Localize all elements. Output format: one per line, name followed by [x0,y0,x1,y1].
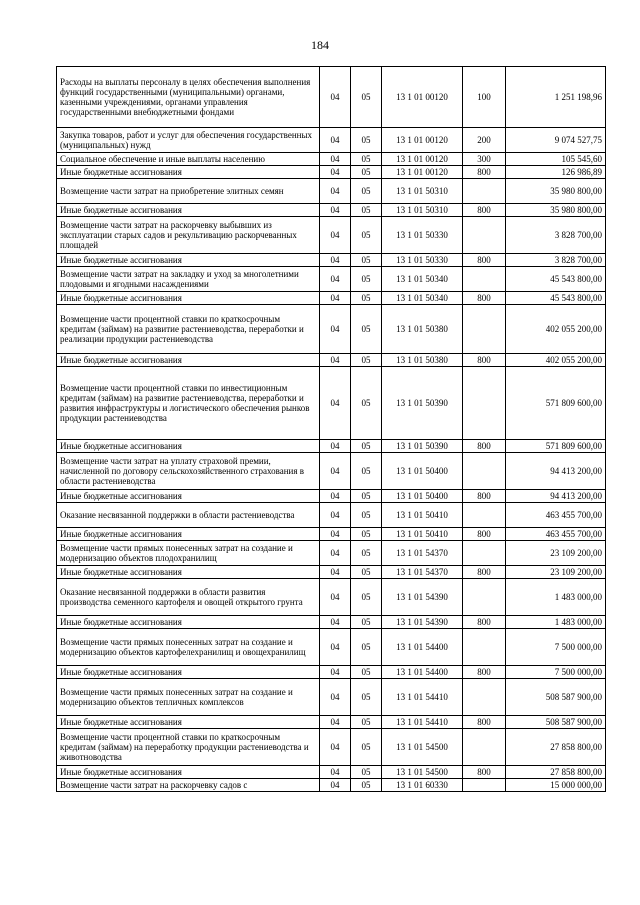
section-code: 04 [320,528,351,541]
table-row [57,766,606,779]
subsection-code: 05 [351,666,382,679]
target-article-code: 13 1 01 50410 [382,503,463,528]
amount: 105 545,60 [506,153,606,166]
section-code: 04 [320,729,351,766]
target-article-code: 13 1 01 50340 [382,292,463,305]
table-row [57,254,606,267]
expense-type-code: 800 [463,354,506,367]
section-code: 04 [320,766,351,779]
amount: 571 809 600,00 [506,367,606,440]
amount: 463 455 700,00 [506,528,606,541]
amount: 7 500 000,00 [506,629,606,666]
target-article-code: 13 1 01 50400 [382,453,463,490]
table-row [57,541,606,566]
target-article-code: 13 1 01 50340 [382,267,463,292]
item-name: Социальное обеспечение и иные выплаты населению [57,153,320,166]
item-name: Возмещение части затрат на приобретение элитных семян [57,179,320,204]
target-article-code: 13 1 01 00120 [382,128,463,153]
amount: 9 074 527,75 [506,128,606,153]
section-code: 04 [320,453,351,490]
item-name: Оказание несвязанной поддержки в области растениеводства [57,503,320,528]
table-row [57,716,606,729]
amount: 27 858 800,00 [506,766,606,779]
amount: 3 828 700,00 [506,254,606,267]
table-row [57,354,606,367]
subsection-code: 05 [351,179,382,204]
target-article-code: 13 1 01 54390 [382,579,463,616]
expense-type-code: 800 [463,490,506,503]
expense-type-code [463,217,506,254]
budget-table [56,66,606,792]
table-row [57,67,606,128]
section-code: 04 [320,128,351,153]
section-code: 04 [320,579,351,616]
subsection-code: 05 [351,305,382,354]
item-name: Иные бюджетные ассигнования [57,766,320,779]
expense-type-code [463,541,506,566]
expense-type-code: 800 [463,616,506,629]
subsection-code: 05 [351,254,382,267]
item-name: Иные бюджетные ассигнования [57,666,320,679]
table-row [57,729,606,766]
item-name: Возмещение части процентной ставки по краткосрочным кредитам (займам) на развитие растениеводства, переработки и реализации продукции растениеводства [57,305,320,354]
subsection-code: 05 [351,354,382,367]
item-name: Возмещение части затрат на уплату страховой премии, начисленной по договору сельскохозяйственного страхования в области растениеводства [57,453,320,490]
section-code: 04 [320,179,351,204]
amount: 45 543 800,00 [506,267,606,292]
section-code: 04 [320,267,351,292]
table-row [57,503,606,528]
expense-type-code [463,779,506,792]
subsection-code: 05 [351,579,382,616]
target-article-code: 13 1 01 60330 [382,779,463,792]
section-code: 04 [320,292,351,305]
table-row [57,616,606,629]
target-article-code: 13 1 01 50310 [382,204,463,217]
section-code: 04 [320,153,351,166]
subsection-code: 05 [351,128,382,153]
table-row [57,217,606,254]
table-row [57,779,606,792]
table-row [57,204,606,217]
target-article-code: 13 1 01 00120 [382,67,463,128]
subsection-code: 05 [351,779,382,792]
subsection-code: 05 [351,267,382,292]
amount: 571 809 600,00 [506,440,606,453]
expense-type-code [463,629,506,666]
table-row [57,453,606,490]
subsection-code: 05 [351,503,382,528]
target-article-code: 13 1 01 54370 [382,566,463,579]
amount: 126 986,89 [506,166,606,179]
target-article-code: 13 1 01 50380 [382,305,463,354]
amount: 45 543 800,00 [506,292,606,305]
subsection-code: 05 [351,528,382,541]
target-article-code: 13 1 01 00120 [382,166,463,179]
expense-type-code: 800 [463,716,506,729]
table-row [57,566,606,579]
item-name: Возмещение части затрат на раскорчевку садов с [57,779,320,792]
subsection-code: 05 [351,679,382,716]
item-name: Оказание несвязанной поддержки в области развития производства семенного картофеля и овощей открытого грунта [57,579,320,616]
section-code: 04 [320,629,351,666]
section-code: 04 [320,503,351,528]
item-name: Иные бюджетные ассигнования [57,440,320,453]
expense-type-code [463,579,506,616]
section-code: 04 [320,354,351,367]
target-article-code: 13 1 01 50310 [382,179,463,204]
section-code: 04 [320,204,351,217]
expense-type-code [463,367,506,440]
expense-type-code: 800 [463,666,506,679]
item-name: Возмещение части затрат на раскорчевку выбывших из эксплуатации старых садов и рекультивацию раскорчеванных площадей [57,217,320,254]
amount: 35 980 800,00 [506,204,606,217]
expense-type-code: 800 [463,292,506,305]
subsection-code: 05 [351,166,382,179]
amount: 508 587 900,00 [506,716,606,729]
item-name: Возмещение части процентной ставки по краткосрочным кредитам (займам) на переработку продукции растениеводства и животноводства [57,729,320,766]
amount: 1 483 000,00 [506,616,606,629]
table-row [57,629,606,666]
section-code: 04 [320,440,351,453]
item-name: Закупка товаров, работ и услуг для обеспечения государственных (муниципальных) нужд [57,128,320,153]
amount: 23 109 200,00 [506,541,606,566]
subsection-code: 05 [351,729,382,766]
subsection-code: 05 [351,490,382,503]
expense-type-code [463,453,506,490]
table-row [57,579,606,616]
target-article-code: 13 1 01 54410 [382,716,463,729]
item-name: Иные бюджетные ассигнования [57,166,320,179]
amount: 1 483 000,00 [506,579,606,616]
item-name: Возмещение части затрат на закладку и уход за многолетними плодовыми и ягодными насаждениями [57,267,320,292]
expense-type-code [463,267,506,292]
target-article-code: 13 1 01 50330 [382,254,463,267]
expense-type-code [463,179,506,204]
target-article-code: 13 1 01 54390 [382,616,463,629]
subsection-code: 05 [351,566,382,579]
table-row [57,679,606,716]
page-number: 184 [311,38,329,52]
table-row [57,267,606,292]
subsection-code: 05 [351,292,382,305]
expense-type-code: 800 [463,566,506,579]
table-row [57,292,606,305]
target-article-code: 13 1 01 54370 [382,541,463,566]
target-article-code: 13 1 01 50390 [382,367,463,440]
subsection-code: 05 [351,716,382,729]
section-code: 04 [320,254,351,267]
section-code: 04 [320,616,351,629]
expense-type-code [463,679,506,716]
budget-table-body [57,67,606,792]
item-name: Иные бюджетные ассигнования [57,490,320,503]
item-name: Иные бюджетные ассигнования [57,292,320,305]
subsection-code: 05 [351,153,382,166]
amount: 94 413 200,00 [506,490,606,503]
amount: 1 251 198,96 [506,67,606,128]
subsection-code: 05 [351,67,382,128]
item-name: Возмещение части процентной ставки по инвестиционным кредитам (займам) на развитие растениеводства, переработки и развития инфраструктуры и логистического обеспечения рынков продукции растениеводства [57,367,320,440]
item-name: Иные бюджетные ассигнования [57,528,320,541]
section-code: 04 [320,490,351,503]
item-name: Иные бюджетные ассигнования [57,616,320,629]
table-row [57,166,606,179]
section-code: 04 [320,367,351,440]
section-code: 04 [320,541,351,566]
item-name: Иные бюджетные ассигнования [57,716,320,729]
expense-type-code: 800 [463,766,506,779]
item-name: Возмещение части прямых понесенных затрат на создание и модернизацию объектов картофелехранилищ и овощехранилищ [57,629,320,666]
section-code: 04 [320,779,351,792]
table-row [57,367,606,440]
subsection-code: 05 [351,367,382,440]
amount: 94 413 200,00 [506,453,606,490]
expense-type-code: 800 [463,528,506,541]
section-code: 04 [320,716,351,729]
table-row [57,490,606,503]
item-name: Расходы на выплаты персоналу в целях обеспечения выполнения функций государственными (муниципальными) органами, казенными учреждениями, органами управления государственными внебюджетными фондами [57,67,320,128]
target-article-code: 13 1 01 50400 [382,490,463,503]
expense-type-code: 800 [463,440,506,453]
item-name: Иные бюджетные ассигнования [57,566,320,579]
table-row [57,666,606,679]
expense-type-code: 800 [463,254,506,267]
section-code: 04 [320,166,351,179]
target-article-code: 13 1 01 54500 [382,729,463,766]
subsection-code: 05 [351,217,382,254]
subsection-code: 05 [351,541,382,566]
expense-type-code: 800 [463,204,506,217]
subsection-code: 05 [351,629,382,666]
target-article-code: 13 1 01 54400 [382,666,463,679]
amount: 35 980 800,00 [506,179,606,204]
target-article-code: 13 1 01 00120 [382,153,463,166]
amount: 463 455 700,00 [506,503,606,528]
section-code: 04 [320,566,351,579]
target-article-code: 13 1 01 54410 [382,679,463,716]
amount: 508 587 900,00 [506,679,606,716]
section-code: 04 [320,666,351,679]
table-row [57,179,606,204]
subsection-code: 05 [351,766,382,779]
expense-type-code: 800 [463,166,506,179]
section-code: 04 [320,679,351,716]
section-code: 04 [320,217,351,254]
amount: 402 055 200,00 [506,354,606,367]
target-article-code: 13 1 01 50380 [382,354,463,367]
expense-type-code: 200 [463,128,506,153]
amount: 402 055 200,00 [506,305,606,354]
expense-type-code: 100 [463,67,506,128]
item-name: Иные бюджетные ассигнования [57,254,320,267]
table-row [57,128,606,153]
section-code: 04 [320,67,351,128]
section-code: 04 [320,305,351,354]
amount: 3 828 700,00 [506,217,606,254]
item-name: Иные бюджетные ассигнования [57,204,320,217]
target-article-code: 13 1 01 50390 [382,440,463,453]
target-article-code: 13 1 01 54400 [382,629,463,666]
item-name: Возмещение части прямых понесенных затрат на создание и модернизацию объектов тепличных комплексов [57,679,320,716]
target-article-code: 13 1 01 50410 [382,528,463,541]
amount: 7 500 000,00 [506,666,606,679]
expense-type-code [463,305,506,354]
item-name: Возмещение части прямых понесенных затрат на создание и модернизацию объектов плодохранилищ [57,541,320,566]
table-row [57,305,606,354]
subsection-code: 05 [351,453,382,490]
amount: 15 000 000,00 [506,779,606,792]
expense-type-code: 300 [463,153,506,166]
subsection-code: 05 [351,440,382,453]
expense-type-code [463,503,506,528]
target-article-code: 13 1 01 50330 [382,217,463,254]
expense-type-code [463,729,506,766]
item-name: Иные бюджетные ассигнования [57,354,320,367]
subsection-code: 05 [351,204,382,217]
amount: 27 858 800,00 [506,729,606,766]
table-row [57,153,606,166]
table-row [57,440,606,453]
subsection-code: 05 [351,616,382,629]
table-row [57,528,606,541]
amount: 23 109 200,00 [506,566,606,579]
target-article-code: 13 1 01 54500 [382,766,463,779]
